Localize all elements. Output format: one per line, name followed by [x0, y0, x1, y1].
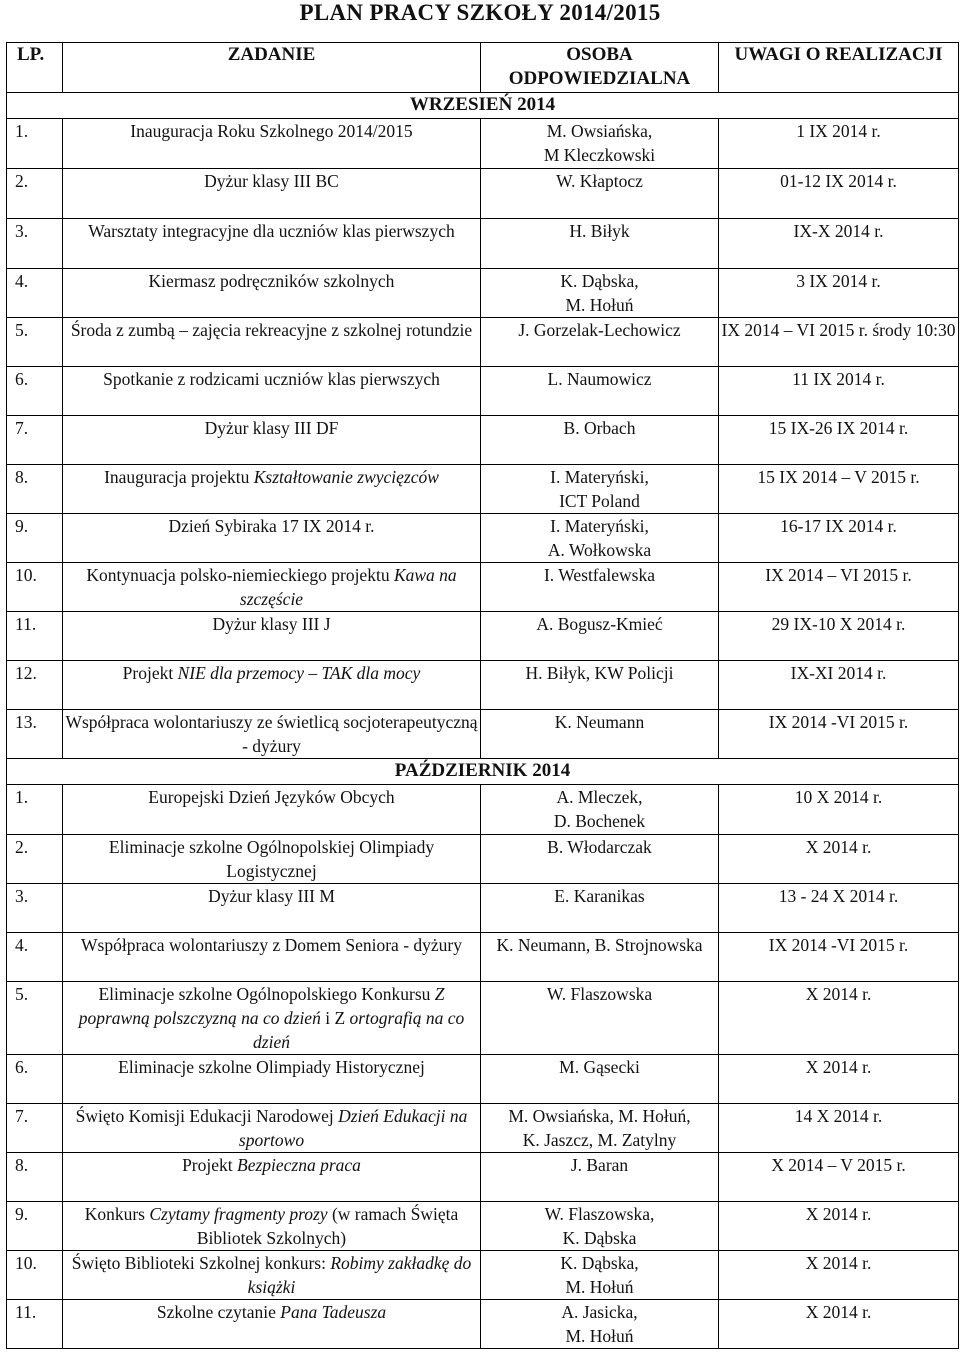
task-text: Dyżur klasy III DF — [204, 418, 339, 438]
responsible-person: D. Bochenek — [553, 811, 646, 831]
table-row — [7, 1300, 959, 1349]
row-notes: IX-X 2014 r. — [719, 219, 959, 269]
responsible-person: W. Flaszowska, — [544, 1204, 655, 1224]
responsible-person: I. Westfalewska — [543, 565, 655, 585]
table-row — [7, 514, 959, 563]
task-text: Dyżur klasy III BC — [204, 171, 339, 191]
task-title-italic: ortografią na co dzień — [253, 1008, 465, 1052]
row-number: 5. — [7, 318, 63, 367]
table-row — [7, 465, 959, 514]
task-text: Dzień Sybiraka 17 IX 2014 r. — [168, 516, 375, 536]
task-text: (w ramach Święta Bibliotek Szkolnych) — [196, 1204, 459, 1248]
table-header-row — [7, 43, 959, 93]
responsible-person: M. Owsiańska, M. Hołuń, — [508, 1106, 691, 1126]
row-number: 10. — [7, 563, 63, 612]
row-number: 8. — [7, 1153, 63, 1202]
row-number: 2. — [7, 169, 63, 219]
row-notes: 10 X 2014 r. — [719, 785, 959, 835]
row-number: 6. — [7, 1055, 63, 1104]
row-notes: 14 X 2014 r. — [719, 1104, 959, 1153]
task-text: Eliminacje szkolne Ogólnopolskiej Olimpiady Logistycznej — [108, 837, 435, 881]
table-row — [7, 416, 959, 465]
task-text: Święto Komisji Edukacji Narodowej — [75, 1106, 339, 1126]
row-task — [63, 982, 481, 1055]
row-responsible — [481, 710, 719, 759]
row-task — [63, 612, 481, 661]
task-text: Kontynuacja polsko-niemieckiego projektu — [86, 565, 394, 585]
row-task — [63, 1202, 481, 1251]
task-title-italic: Robimy zakładkę do książki — [247, 1253, 472, 1297]
row-number: 3. — [7, 219, 63, 269]
row-number: 2. — [7, 835, 63, 884]
task-text: Dyżur klasy III M — [208, 886, 335, 906]
task-title-italic: Czytamy fragmenty prozy — [149, 1204, 328, 1224]
table-row — [7, 1104, 959, 1153]
header-lp: LP. — [7, 43, 63, 93]
table-row — [7, 661, 959, 710]
table-row — [7, 612, 959, 661]
responsible-person: L. Naumowicz — [547, 369, 652, 389]
task-text: Współpraca wolontariuszy z Domem Seniora - dyżury — [81, 935, 462, 955]
row-notes: 16-17 IX 2014 r. — [719, 514, 959, 563]
row-task — [63, 661, 481, 710]
table-row — [7, 563, 959, 612]
responsible-person: K. Jaszcz, M. Zatylny — [522, 1130, 677, 1150]
row-notes: X 2014 – V 2015 r. — [719, 1153, 959, 1202]
row-task — [63, 514, 481, 563]
row-responsible — [481, 514, 719, 563]
task-title-italic: Dzień Edukacji na sportowo — [238, 1106, 468, 1150]
table-row — [7, 1251, 959, 1300]
row-number: 5. — [7, 982, 63, 1055]
task-text: Konkurs — [84, 1204, 150, 1224]
task-text: Dyżur klasy III J — [212, 614, 331, 634]
table-row — [7, 269, 959, 318]
row-responsible — [481, 1202, 719, 1251]
row-notes: 15 IX-26 IX 2014 r. — [719, 416, 959, 465]
responsible-person: M Kleczkowski — [543, 145, 656, 165]
responsible-person: M. Hołuń — [565, 295, 634, 315]
row-task — [63, 835, 481, 884]
row-notes: X 2014 r. — [719, 835, 959, 884]
row-responsible — [481, 465, 719, 514]
row-notes: IX 2014 – VI 2015 r. środy 10:30 — [719, 318, 959, 367]
row-task — [63, 318, 481, 367]
row-responsible — [481, 1153, 719, 1202]
work-plan-body — [7, 43, 959, 1349]
row-notes: X 2014 r. — [719, 1251, 959, 1300]
row-number: 9. — [7, 1202, 63, 1251]
row-responsible — [481, 367, 719, 416]
table-row — [7, 1153, 959, 1202]
responsible-person: M. Hołuń — [565, 1326, 634, 1346]
row-notes: IX 2014 -VI 2015 r. — [719, 933, 959, 982]
row-task — [63, 269, 481, 318]
task-title-italic: NIE dla przemocy – TAK dla mocy — [177, 663, 421, 683]
table-row — [7, 982, 959, 1055]
row-number: 12. — [7, 661, 63, 710]
row-responsible — [481, 835, 719, 884]
table-row — [7, 169, 959, 219]
header-task: ZADANIE — [63, 43, 481, 93]
table-row — [7, 933, 959, 982]
header-responsible: OSOBA ODPOWIEDZIALNA — [481, 43, 719, 93]
row-number: 8. — [7, 465, 63, 514]
table-row — [7, 710, 959, 759]
row-responsible — [481, 269, 719, 318]
row-notes: IX-XI 2014 r. — [719, 661, 959, 710]
table-row — [7, 318, 959, 367]
row-task — [63, 1300, 481, 1349]
row-task — [63, 1153, 481, 1202]
row-notes: 3 IX 2014 r. — [719, 269, 959, 318]
row-number: 9. — [7, 514, 63, 563]
responsible-person: A. Bogusz-Kmieć — [536, 614, 663, 634]
row-task — [63, 1055, 481, 1104]
row-notes: X 2014 r. — [719, 982, 959, 1055]
row-number: 7. — [7, 1104, 63, 1153]
row-notes: X 2014 r. — [719, 1202, 959, 1251]
task-text: i Z — [320, 1008, 350, 1028]
task-text: Eliminacje szkolne Ogólnopolskiego Konkursu — [98, 984, 435, 1004]
month-heading: WRZESIEŃ 2014 — [7, 93, 959, 119]
responsible-person: K. Dąbska — [562, 1228, 637, 1248]
responsible-person: E. Karanikas — [554, 886, 645, 906]
task-text: Projekt — [182, 1155, 237, 1175]
row-responsible — [481, 169, 719, 219]
task-text: Warsztaty integracyjne dla uczniów klas pierwszych — [88, 221, 455, 241]
task-title-italic: Pana Tadeusza — [280, 1302, 387, 1322]
row-number: 4. — [7, 269, 63, 318]
task-text: Inauguracja projektu — [104, 467, 254, 487]
responsible-person: K. Dąbska, — [560, 271, 639, 291]
row-notes: IX 2014 – VI 2015 r. — [719, 563, 959, 612]
task-title-italic: Kawa na szczęście — [239, 565, 457, 609]
responsible-person: M. Hołuń — [565, 1277, 634, 1297]
row-responsible — [481, 982, 719, 1055]
responsible-person: B. Orbach — [563, 418, 636, 438]
table-row — [7, 884, 959, 933]
row-task — [63, 884, 481, 933]
header-notes: UWAGI O REALIZACJI — [719, 43, 959, 93]
row-responsible — [481, 612, 719, 661]
row-responsible — [481, 1251, 719, 1300]
responsible-person: I. Materyński, — [550, 467, 649, 487]
row-notes: IX 2014 -VI 2015 r. — [719, 710, 959, 759]
responsible-person: ICT Poland — [559, 491, 640, 511]
row-number: 1. — [7, 119, 63, 169]
responsible-person: H. Biłyk — [569, 221, 630, 241]
responsible-person: J. Gorzelak-Lechowicz — [518, 320, 681, 340]
row-number: 4. — [7, 933, 63, 982]
row-notes: 29 IX-10 X 2014 r. — [719, 612, 959, 661]
task-text: Środa z zumbą – zajęcia rekreacyjne z szkolnej rotundzie — [70, 320, 473, 340]
row-notes: X 2014 r. — [719, 1300, 959, 1349]
table-row — [7, 835, 959, 884]
row-task — [63, 785, 481, 835]
row-task — [63, 933, 481, 982]
row-task — [63, 563, 481, 612]
page-title: PLAN PRACY SZKOŁY 2014/2015 — [299, 0, 661, 25]
row-responsible — [481, 1104, 719, 1153]
task-text: Kiermasz podręczników szkolnych — [148, 271, 395, 291]
responsible-person: W. Kłaptocz — [556, 171, 643, 191]
table-row — [7, 1055, 959, 1104]
row-responsible — [481, 416, 719, 465]
table-row — [7, 367, 959, 416]
responsible-person: I. Materyński, — [550, 516, 649, 536]
responsible-person: W. Flaszowska — [546, 984, 653, 1004]
row-task — [63, 465, 481, 514]
row-task — [63, 1251, 481, 1300]
row-notes: 01-12 IX 2014 r. — [719, 169, 959, 219]
row-task — [63, 367, 481, 416]
responsible-person: A. Mleczek, — [556, 787, 643, 807]
row-number: 1. — [7, 785, 63, 835]
row-task — [63, 219, 481, 269]
task-text: Projekt — [122, 663, 178, 683]
task-title-italic: Z poprawną polszczyzną na co dzień — [78, 984, 445, 1028]
table-row — [7, 785, 959, 835]
table-row — [7, 219, 959, 269]
table-row — [7, 1202, 959, 1251]
row-number: 3. — [7, 884, 63, 933]
row-responsible — [481, 318, 719, 367]
responsible-person: A. Jasicka, — [561, 1302, 638, 1322]
row-task — [63, 416, 481, 465]
row-responsible — [481, 563, 719, 612]
row-number: 11. — [7, 612, 63, 661]
task-text: Święto Biblioteki Szkolnej konkurs: — [71, 1253, 331, 1273]
table-row — [7, 119, 959, 169]
row-notes: 15 IX 2014 – V 2015 r. — [719, 465, 959, 514]
month-row — [7, 759, 959, 785]
responsible-person: K. Neumann, B. Strojnowska — [496, 935, 703, 955]
row-task — [63, 119, 481, 169]
month-heading: PAŹDZIERNIK 2014 — [7, 759, 959, 785]
row-responsible — [481, 219, 719, 269]
row-notes: X 2014 r. — [719, 1055, 959, 1104]
row-responsible — [481, 785, 719, 835]
responsible-person: M. Gąsecki — [559, 1057, 640, 1077]
row-number: 10. — [7, 1251, 63, 1300]
row-responsible — [481, 661, 719, 710]
task-title-italic: Kształtowanie zwycięzców — [253, 467, 439, 487]
responsible-person: K. Neumann — [554, 712, 645, 732]
task-text: Szkolne czytanie — [156, 1302, 281, 1322]
task-text: Eliminacje szkolne Olimpiady Historycznej — [118, 1057, 425, 1077]
task-text: Inauguracja Roku Szkolnego 2014/2015 — [130, 121, 413, 141]
responsible-person: J. Baran — [570, 1155, 629, 1175]
row-responsible — [481, 1300, 719, 1349]
work-plan-table — [6, 42, 959, 1349]
row-task — [63, 1104, 481, 1153]
row-task — [63, 710, 481, 759]
responsible-person: A. Wołkowska — [547, 540, 652, 560]
task-title-italic: Bezpieczna praca — [237, 1155, 361, 1175]
row-responsible — [481, 933, 719, 982]
responsible-person: K. Dąbska, — [560, 1253, 639, 1273]
row-notes: 13 - 24 X 2014 r. — [719, 884, 959, 933]
responsible-person: M. Owsiańska, — [546, 121, 653, 141]
responsible-person: B. Włodarczak — [547, 837, 652, 857]
row-number: 7. — [7, 416, 63, 465]
row-notes: 11 IX 2014 r. — [719, 367, 959, 416]
row-responsible — [481, 1055, 719, 1104]
row-task — [63, 169, 481, 219]
row-responsible — [481, 119, 719, 169]
responsible-person: H. Biłyk, KW Policji — [525, 663, 674, 683]
task-text: Europejski Dzień Języków Obcych — [148, 787, 395, 807]
row-responsible — [481, 884, 719, 933]
row-notes: 1 IX 2014 r. — [719, 119, 959, 169]
month-row — [7, 93, 959, 119]
task-text: Spotkanie z rodzicami uczniów klas pierwszych — [103, 369, 440, 389]
row-number: 13. — [7, 710, 63, 759]
row-number: 11. — [7, 1300, 63, 1349]
row-number: 6. — [7, 367, 63, 416]
task-text: Współpraca wolontariuszy ze świetlicą socjoterapeutyczną - dyżury — [65, 712, 478, 756]
